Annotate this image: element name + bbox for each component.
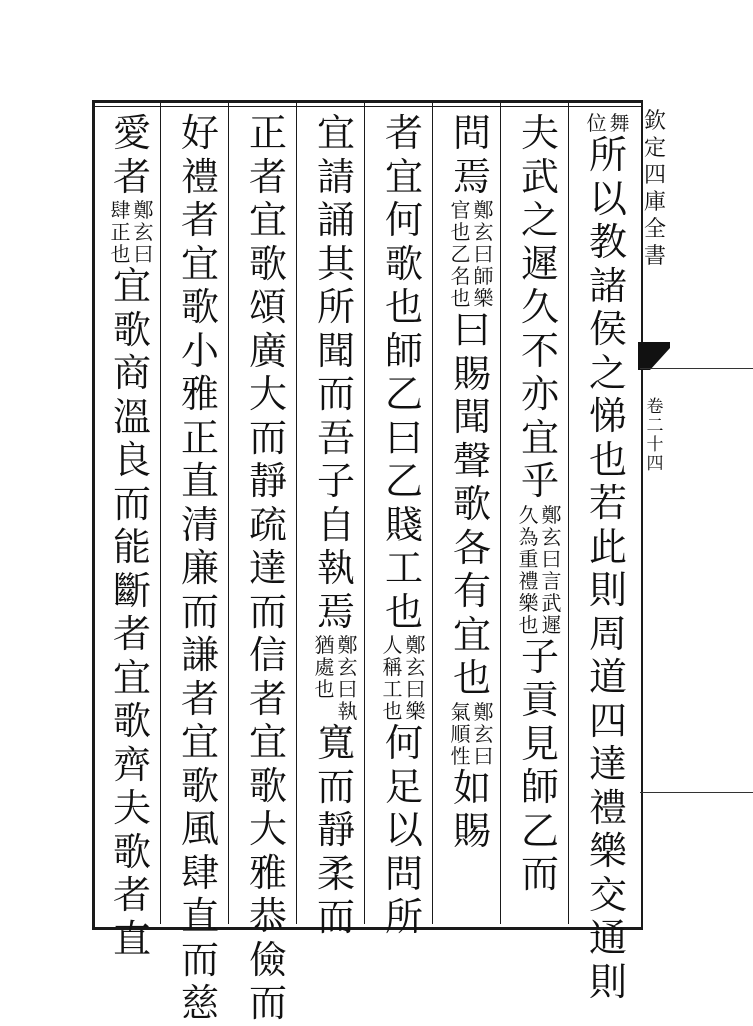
glyph: 書 xyxy=(643,244,666,269)
commentary-glyph: 曰 xyxy=(337,677,358,701)
commentary-glyph: 玄 xyxy=(133,220,154,244)
commentary-glyph: 鄭 xyxy=(473,699,494,724)
main-text-glyph: 齊 xyxy=(112,742,151,787)
main-text-glyph: 誦 xyxy=(316,198,355,242)
main-text-glyph: 寬 xyxy=(316,721,355,765)
commentary-note xyxy=(587,112,630,134)
main-text-glyph: 斷 xyxy=(112,568,151,613)
main-text-glyph: 諸 xyxy=(588,263,627,308)
commentary-glyph: 鄭 xyxy=(133,198,154,222)
main-text-glyph: 吾 xyxy=(316,415,355,460)
main-text-glyph: 信 xyxy=(248,633,287,677)
main-text-glyph: 宜 xyxy=(180,720,219,764)
main-text-glyph: 以 xyxy=(384,808,423,852)
glyph: 二 xyxy=(646,416,664,436)
main-text-glyph: 宜 xyxy=(452,612,491,657)
main-text-glyph: 正 xyxy=(248,111,287,155)
glyph: 庫 xyxy=(643,190,666,215)
main-text-glyph: 曰 xyxy=(384,415,423,460)
main-text-glyph: 所 xyxy=(384,895,423,939)
commentary-glyph: 也 xyxy=(518,612,539,637)
main-text-glyph: 通 xyxy=(588,916,627,960)
commentary-glyph: 順 xyxy=(450,721,471,746)
main-text-glyph: 而 xyxy=(248,415,287,460)
column-divider xyxy=(500,103,501,924)
main-text-glyph: 而 xyxy=(248,589,287,634)
commentary-note xyxy=(451,199,494,309)
main-text-glyph: 賜 xyxy=(452,809,491,853)
main-text-glyph: 良 xyxy=(112,438,151,482)
main-text-glyph: 雅 xyxy=(248,850,287,895)
main-text-glyph: 而 xyxy=(316,764,355,809)
main-text-glyph: 宜 xyxy=(180,241,219,286)
main-text-glyph: 乙 xyxy=(384,372,423,416)
main-text-glyph: 不 xyxy=(520,328,559,373)
main-text-glyph: 大 xyxy=(248,372,287,416)
commentary-glyph: 鄭 xyxy=(405,633,426,657)
commentary-glyph: 為 xyxy=(518,524,539,549)
commentary-subcolumn xyxy=(587,112,607,134)
column-divider xyxy=(568,103,569,924)
main-text-glyph: 問 xyxy=(452,111,491,155)
page-margin-header xyxy=(640,108,670,474)
main-text-glyph: 溫 xyxy=(112,394,151,439)
main-text-glyph: 如 xyxy=(452,765,491,810)
main-text-glyph: 柔 xyxy=(316,851,355,896)
main-text-glyph: 焉 xyxy=(452,154,491,199)
main-text-glyph: 乙 xyxy=(520,808,559,853)
main-text-glyph: 四 xyxy=(588,698,627,743)
commentary-subcolumn xyxy=(519,504,539,636)
glyph: 欽 xyxy=(643,109,666,134)
text-column xyxy=(446,112,498,854)
main-text-glyph: 者 xyxy=(180,198,219,242)
column-divider xyxy=(228,103,229,924)
commentary-glyph: 工 xyxy=(382,677,403,701)
commentary-glyph: 人 xyxy=(382,633,403,657)
main-text-glyph: 頌 xyxy=(248,285,287,329)
main-text-glyph: 宜 xyxy=(112,264,151,308)
main-text-glyph: 曰 xyxy=(452,308,491,352)
commentary-note xyxy=(519,504,562,636)
main-text-glyph: 直 xyxy=(180,459,219,503)
main-text-glyph: 所 xyxy=(316,285,355,329)
commentary-glyph: 鄭 xyxy=(473,198,494,222)
main-text-glyph: 也 xyxy=(384,589,423,634)
main-text-glyph: 風 xyxy=(180,807,219,851)
main-text-glyph: 而 xyxy=(180,937,219,982)
main-text-glyph: 宜 xyxy=(248,720,287,764)
main-text-glyph: 者 xyxy=(112,154,151,199)
main-text-glyph: 好 xyxy=(180,111,219,155)
commentary-glyph: 鄭 xyxy=(337,633,358,657)
commentary-glyph: 曰 xyxy=(405,677,426,701)
commentary-glyph: 曰 xyxy=(541,546,562,571)
main-text-glyph: 自 xyxy=(316,502,355,547)
main-text-glyph: 而 xyxy=(520,852,559,896)
volume-label xyxy=(647,398,664,474)
main-text-glyph: 所 xyxy=(588,133,627,177)
main-text-glyph: 武 xyxy=(520,154,559,199)
main-text-glyph: 而 xyxy=(180,589,219,634)
main-text-glyph: 工 xyxy=(384,546,423,590)
text-column xyxy=(174,112,226,1026)
commentary-glyph: 言 xyxy=(541,568,562,593)
main-text-glyph: 者 xyxy=(112,612,151,656)
main-text-glyph: 達 xyxy=(588,742,627,786)
commentary-glyph: 玄 xyxy=(405,655,426,679)
commentary-note xyxy=(383,634,426,722)
column-divider xyxy=(160,103,161,924)
commentary-glyph: 舞 xyxy=(609,111,630,135)
main-text-glyph: 達 xyxy=(248,546,287,590)
glyph: 四 xyxy=(646,454,664,474)
main-text-glyph: 賜 xyxy=(452,351,491,396)
main-text-glyph: 歌 xyxy=(180,763,219,808)
main-text-glyph: 而 xyxy=(316,372,355,416)
main-text-glyph: 賤 xyxy=(384,502,423,547)
main-text-glyph: 子 xyxy=(520,634,559,679)
commentary-glyph: 官 xyxy=(450,198,471,222)
text-column xyxy=(514,112,566,897)
commentary-subcolumn xyxy=(451,199,471,309)
main-text-glyph: 遲 xyxy=(520,241,559,286)
main-text-glyph: 貢 xyxy=(520,678,559,722)
commentary-note xyxy=(451,701,494,767)
commentary-glyph: 乙 xyxy=(450,242,471,266)
commentary-glyph: 玄 xyxy=(337,655,358,679)
main-text-glyph: 教 xyxy=(588,220,627,264)
commentary-glyph: 也 xyxy=(450,220,471,244)
commentary-glyph: 也 xyxy=(450,286,471,310)
main-text-glyph: 靜 xyxy=(248,459,287,503)
commentary-glyph: 玄 xyxy=(473,220,494,244)
commentary-glyph: 肆 xyxy=(110,198,131,222)
commentary-glyph: 處 xyxy=(314,655,335,679)
commentary-glyph: 猶 xyxy=(314,633,335,657)
main-text-glyph: 靜 xyxy=(316,808,355,852)
main-text-glyph: 請 xyxy=(316,154,355,199)
commentary-note xyxy=(315,634,358,722)
main-text-glyph: 之 xyxy=(588,350,627,395)
main-text-glyph: 禮 xyxy=(588,785,627,830)
main-text-glyph: 此 xyxy=(588,524,627,569)
commentary-note xyxy=(111,199,154,265)
main-text-glyph: 以 xyxy=(588,176,627,221)
commentary-glyph: 執 xyxy=(337,699,358,723)
commentary-glyph: 曰 xyxy=(473,242,494,266)
main-text-glyph: 廉 xyxy=(180,546,219,590)
commentary-glyph: 玄 xyxy=(541,524,562,549)
main-text-glyph: 歌 xyxy=(452,482,491,526)
main-text-glyph: 夫 xyxy=(520,111,559,155)
text-column xyxy=(378,112,430,940)
main-text-glyph: 則 xyxy=(588,568,627,612)
commentary-glyph: 久 xyxy=(518,502,539,527)
commentary-glyph: 也 xyxy=(110,242,131,266)
main-text-glyph: 師 xyxy=(384,328,423,373)
main-text-glyph: 何 xyxy=(384,198,423,242)
glyph: 全 xyxy=(643,217,666,242)
main-text-glyph: 侯 xyxy=(588,307,627,351)
main-text-glyph: 廣 xyxy=(248,328,287,373)
commentary-glyph: 性 xyxy=(450,743,471,768)
main-text-glyph: 者 xyxy=(384,111,423,155)
main-text-glyph: 直 xyxy=(112,916,151,961)
column-divider xyxy=(364,103,365,924)
commentary-glyph: 師 xyxy=(473,264,494,288)
main-text-glyph: 道 xyxy=(588,655,627,699)
main-text-glyph: 見 xyxy=(520,721,559,766)
commentary-glyph: 樂 xyxy=(473,286,494,310)
commentary-glyph: 位 xyxy=(586,111,607,135)
main-text-glyph: 商 xyxy=(112,351,151,395)
main-text-glyph: 若 xyxy=(588,481,627,525)
main-text-glyph: 宜 xyxy=(248,198,287,242)
main-text-glyph: 焉 xyxy=(316,589,355,634)
text-column xyxy=(106,112,158,961)
main-text-glyph: 有 xyxy=(452,569,491,613)
main-text-glyph: 久 xyxy=(520,285,559,329)
column-divider xyxy=(296,103,297,924)
commentary-glyph: 氣 xyxy=(450,699,471,724)
main-text-glyph: 悌 xyxy=(588,394,627,438)
main-text-glyph: 恭 xyxy=(248,894,287,938)
main-text-glyph: 歌 xyxy=(112,829,151,874)
commentary-glyph: 遲 xyxy=(541,612,562,637)
text-column xyxy=(310,112,362,940)
main-text-glyph: 者 xyxy=(180,676,219,721)
main-text-glyph: 能 xyxy=(112,525,151,569)
commentary-glyph: 曰 xyxy=(133,242,154,266)
main-text-glyph: 肆 xyxy=(180,850,219,895)
commentary-subcolumn xyxy=(406,634,426,722)
fold-rule xyxy=(640,792,753,793)
main-text-glyph: 也 xyxy=(452,656,491,700)
commentary-glyph: 禮 xyxy=(518,568,539,593)
commentary-subcolumn xyxy=(383,634,403,722)
main-text-glyph: 而 xyxy=(248,981,287,1025)
main-text-glyph: 歌 xyxy=(112,699,151,743)
main-text-glyph: 乎 xyxy=(520,459,559,503)
main-text-glyph: 周 xyxy=(588,611,627,656)
main-text-glyph: 聲 xyxy=(452,438,491,483)
main-text-glyph: 聞 xyxy=(316,328,355,373)
main-text-glyph: 者 xyxy=(248,154,287,199)
main-text-glyph: 慈 xyxy=(180,981,219,1025)
main-text-glyph: 小 xyxy=(180,328,219,373)
main-text-glyph: 正 xyxy=(180,415,219,460)
glyph: 四 xyxy=(643,163,666,188)
commentary-subcolumn xyxy=(474,199,494,309)
main-text-glyph: 宜 xyxy=(112,655,151,700)
main-text-glyph: 子 xyxy=(316,459,355,503)
main-text-glyph: 歌 xyxy=(384,241,423,286)
commentary-glyph: 也 xyxy=(314,677,335,701)
commentary-subcolumn xyxy=(338,634,358,722)
commentary-glyph: 重 xyxy=(518,546,539,571)
main-text-glyph: 亦 xyxy=(520,372,559,416)
text-column xyxy=(242,112,294,1026)
commentary-glyph: 樂 xyxy=(518,590,539,615)
commentary-glyph: 也 xyxy=(382,699,403,723)
commentary-subcolumn xyxy=(610,112,630,134)
commentary-glyph: 名 xyxy=(450,264,471,288)
main-text-glyph: 其 xyxy=(316,241,355,286)
commentary-glyph: 玄 xyxy=(473,721,494,746)
main-text-glyph: 愛 xyxy=(112,111,151,155)
glyph: 卷 xyxy=(646,397,664,417)
column-divider xyxy=(432,103,433,924)
library-title xyxy=(644,108,666,270)
main-text-glyph: 交 xyxy=(588,872,627,917)
main-text-glyph: 夫 xyxy=(112,786,151,830)
commentary-glyph: 武 xyxy=(541,590,562,615)
main-text-glyph: 而 xyxy=(112,481,151,526)
commentary-glyph: 稱 xyxy=(382,655,403,679)
main-text-glyph: 之 xyxy=(520,198,559,242)
commentary-glyph: 曰 xyxy=(473,743,494,768)
main-text-glyph: 歌 xyxy=(248,241,287,286)
main-text-glyph: 雅 xyxy=(180,372,219,416)
main-text-glyph: 問 xyxy=(384,851,423,896)
frame-inner-line xyxy=(92,106,641,107)
commentary-subcolumn xyxy=(542,504,562,636)
main-text-glyph: 直 xyxy=(180,894,219,938)
main-text-glyph: 執 xyxy=(316,546,355,590)
main-text-glyph: 足 xyxy=(384,764,423,809)
main-text-glyph: 者 xyxy=(112,873,151,917)
main-text-glyph: 而 xyxy=(316,895,355,939)
main-text-glyph: 各 xyxy=(452,525,491,570)
main-text-glyph: 聞 xyxy=(452,395,491,439)
text-column xyxy=(582,112,634,1004)
main-text-glyph: 疏 xyxy=(248,502,287,547)
main-text-glyph: 也 xyxy=(588,437,627,482)
commentary-glyph: 正 xyxy=(110,220,131,244)
main-text-glyph: 宜 xyxy=(316,111,355,155)
main-text-glyph: 歌 xyxy=(112,307,151,352)
main-text-glyph: 謙 xyxy=(180,633,219,677)
glyph: 定 xyxy=(643,136,666,161)
commentary-subcolumn xyxy=(474,701,494,767)
main-text-glyph: 者 xyxy=(248,676,287,721)
main-text-glyph: 歌 xyxy=(248,763,287,808)
commentary-subcolumn xyxy=(315,634,335,722)
commentary-subcolumn xyxy=(111,199,131,265)
main-text-glyph: 樂 xyxy=(588,829,627,873)
main-text-glyph: 宜 xyxy=(520,415,559,460)
commentary-subcolumn xyxy=(134,199,154,265)
commentary-subcolumn xyxy=(451,701,471,767)
main-text-glyph: 師 xyxy=(520,765,559,809)
commentary-glyph: 鄭 xyxy=(541,502,562,527)
main-text-glyph: 宜 xyxy=(384,154,423,199)
fold-rule xyxy=(640,368,753,369)
main-text-glyph: 清 xyxy=(180,502,219,547)
main-text-glyph: 儉 xyxy=(248,937,287,982)
main-text-glyph: 何 xyxy=(384,721,423,765)
main-text-glyph: 也 xyxy=(384,285,423,329)
glyph: 十 xyxy=(646,435,664,455)
main-text-glyph: 禮 xyxy=(180,154,219,199)
commentary-glyph: 樂 xyxy=(405,699,426,723)
main-text-glyph: 大 xyxy=(248,807,287,851)
main-text-glyph: 乙 xyxy=(384,459,423,503)
main-text-glyph: 歌 xyxy=(180,285,219,329)
main-text-glyph: 則 xyxy=(588,959,627,1004)
